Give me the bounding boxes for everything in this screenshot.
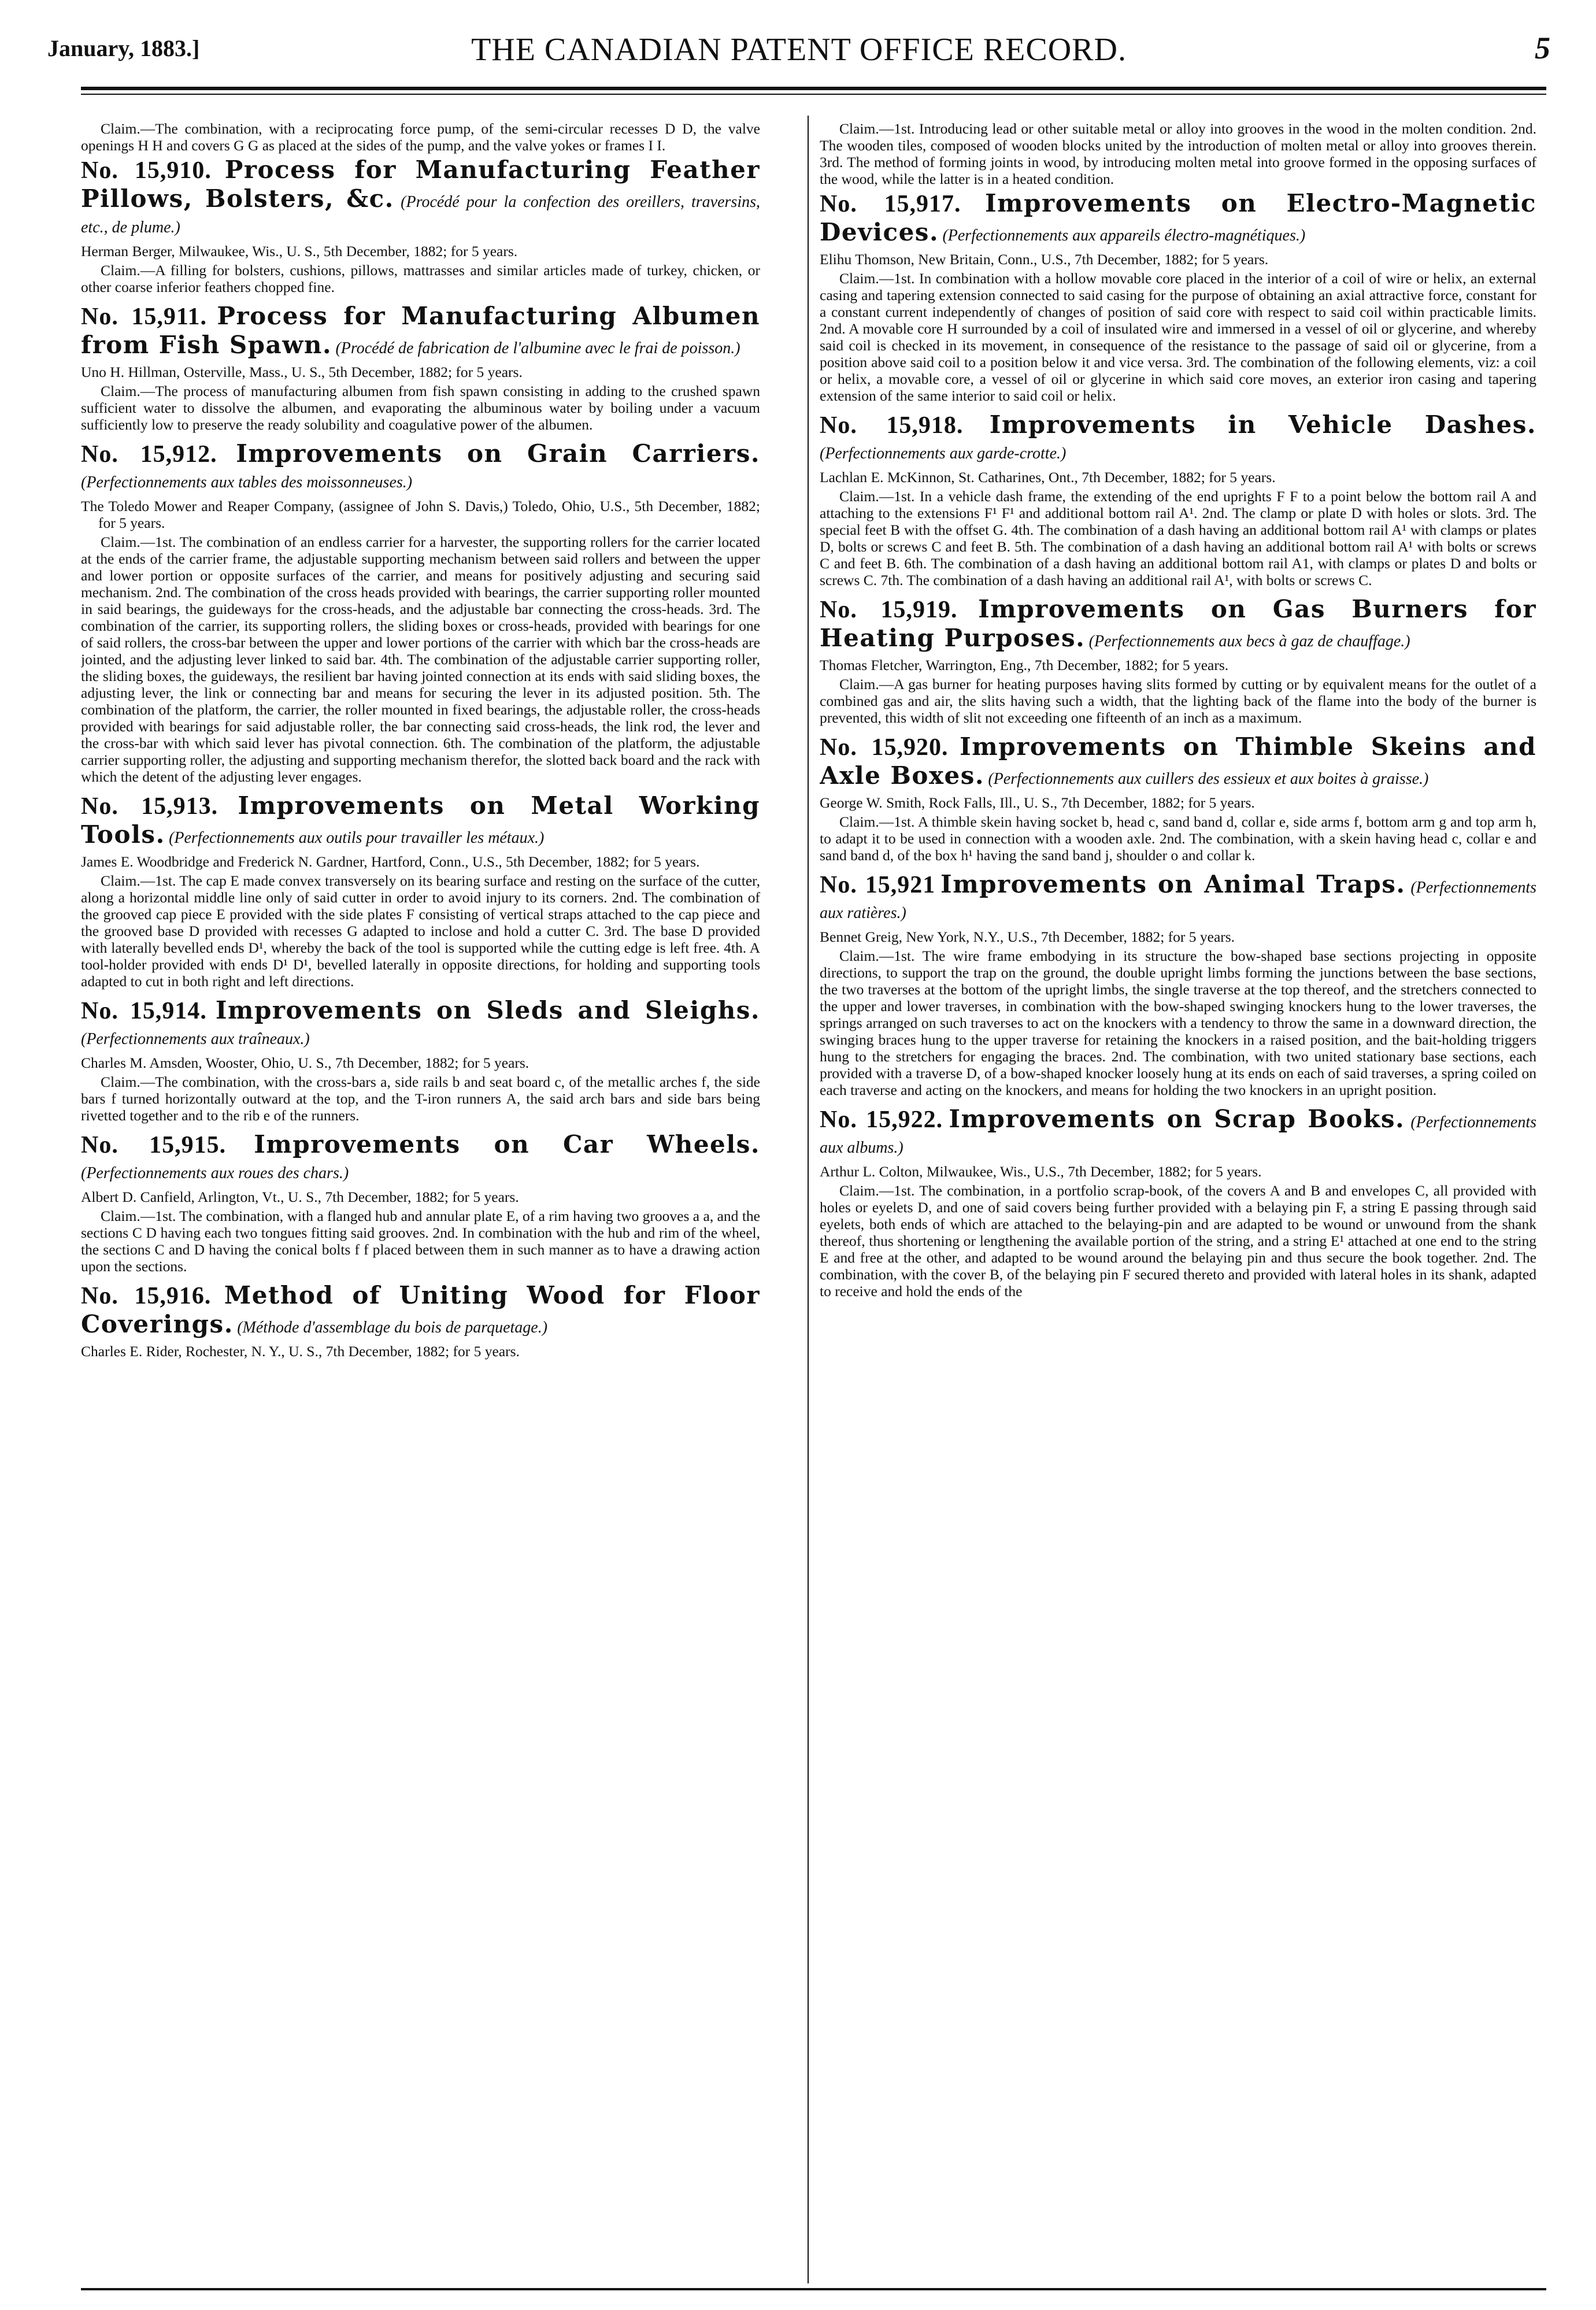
patent-french-title: (Procédé pour la confection des oreillers, traversins, etc., de plume.) (81, 193, 760, 236)
patent-entry (81, 793, 760, 990)
patentee-line: Thomas Fletcher, Warrington, Eng., 7th December, 1882; for 5 years. (820, 657, 1229, 673)
patent-heading (81, 1132, 760, 1186)
patent-heading (820, 872, 1536, 926)
patentee-line: Uno H. Hillman, Osterville, Mass., U. S., 5th December, 1882; for 5 years. (81, 364, 523, 380)
patent-heading (820, 412, 1536, 467)
patent-french-title: (Perfectionnements aux becs à gaz de chauffage.) (1088, 632, 1410, 650)
continued-claim: Claim.—1st. Introducing lead or other suitable metal or alloy into grooves in the wood in the molten condition. 2nd. The wooden tiles, composed of wooden blocks united by the introduction of molten metal or alloy into grooves therein. 3rd. The method of forming joints in wood, by introducing molten metal into groove formed in the opposing surfaces of the wood, while the latter is in a heated condition. (820, 120, 1536, 187)
patent-entry (820, 734, 1536, 864)
patentee-line: Lachlan E. McKinnon, St. Catharines, Ont., 7th December, 1882; for 5 years. (820, 469, 1276, 486)
issue-date: January, 1883.] (47, 35, 200, 61)
patent-number: No. 15,912. (81, 441, 217, 468)
patent-french-title: (Perfectionnements aux cuillers des essieux et aux boites à graisse.) (988, 770, 1429, 788)
claim-text: Claim.—1st. A thimble skein having socket b, head c, sand band d, collar e, side arms f, bottom arm g and top arm h, to adapt it to be used in connection with a wooden axle. 2nd. The combination, with a skein having head c, collar e and sand band d, of the box h¹ having the sand band j, shoulder o and collar k. (820, 813, 1536, 864)
patent-french-title: (Perfectionnements aux albums.) (820, 1113, 1536, 1157)
patent-heading (81, 793, 760, 851)
patent-number: No. 15,920. (820, 734, 949, 761)
patent-entry (81, 1283, 760, 1360)
patent-entry (81, 998, 760, 1124)
page-header (47, 27, 1550, 68)
patent-entry (820, 597, 1536, 726)
patent-heading (820, 734, 1536, 792)
patent-heading (81, 998, 760, 1052)
claim-text: Claim.—A filling for bolsters, cushions, pillows, mattrasses and similar articles made of turkey, chicken, or other coarse inferior feathers chopped fine. (81, 262, 760, 295)
patent-title: Process for Manufacturing Albumen from Fish Spawn. (81, 302, 760, 359)
claim-text: Claim.—A gas burner for heating purposes having slits formed by cutting or by equivalent means for the outlet of a combined gas and air, the slits having such a width, that the lighting back of the flame into the body of the burner is prevented, this width of slit not exceeding one fifteenth of an inch as a maximum. (820, 676, 1536, 726)
left-column (81, 120, 760, 2282)
patent-entry (820, 1106, 1536, 1300)
patent-number: No. 15,914. (81, 998, 207, 1024)
patent-entry (820, 191, 1536, 404)
patent-number: No. 15,921 (820, 872, 936, 898)
footer-rule (81, 2288, 1546, 2290)
patent-title: Improvements on Animal Traps. (940, 870, 1406, 898)
patent-entry (81, 303, 760, 433)
patent-number: No. 15,918. (820, 412, 964, 439)
patent-title: Improvements on Gas Burners for Heating Purposes. (820, 595, 1536, 652)
patentee-line: Elihu Thomson, New Britain, Conn., U.S., 7th December, 1882; for 5 years. (820, 251, 1269, 268)
claim-text: Claim.—1st. The wire frame embodying in its structure the bow-shaped base sections projecting in opposite directions, to support the trap on the ground, the double upright limbs forming the junctions between the base sections, the two traverses at the bottom of the upright limbs, the single traverse at the top thereof, and the stretchers connected to the upper and lower traverses, in combination with the bow-shaped swinging knockers hung to the lower traverses, the springs arranged on such traverses to act on the knockers with a tendency to throw the same in a downward direction, the swinging braces hung to the upper traverse for retaining the knockers in a raised position, and the bait-holding triggers hung to the stretchers for engaging the braces. 2nd. The combination, with two united stationary base sections, each provided with a traverse D, of a bow-shaped knocker loosely hung at its ends on each of said traverses, a spring coiled on each traverse and acting on the knockers, and means for holding the two knockers in an upright position. (820, 947, 1536, 1098)
patent-french-title: (Perfectionnements aux garde-crotte.) (820, 445, 1067, 462)
page-number: 5 (1535, 31, 1550, 65)
header-rule-thin (81, 94, 1546, 95)
patentee-line: Albert D. Canfield, Arlington, Vt., U. S., 7th December, 1882; for 5 years. (81, 1189, 519, 1205)
patent-title: Improvements on Electro-Magnetic Devices. (820, 189, 1536, 246)
patent-heading (820, 1106, 1536, 1161)
claim-text: Claim.—1st. The combination, with a flanged hub and annular plate E, of a rim having two grooves a a, and the sections C D having each two tongues fitting said grooves. 2nd. In combination with the hub and rim of the wheel, the sections C and D having the conical bolts f f placed between them in such manner as to have a drawing action upon the sections. (81, 1208, 760, 1275)
continued-claim: Claim.—The combination, with a reciprocating force pump, of the semi-circular recesses D D, the valve openings H H and covers G G as placed at the sides of the pump, and the valve yokes or frames I I. (81, 120, 760, 154)
patent-title: Method of Uniting Wood for Floor Coverings. (81, 1281, 760, 1338)
claim-text: Claim.—1st. In a vehicle dash frame, the extending of the end uprights F F to a point below the bottom rail A and attaching to the extensions F¹ F¹ and additional bottom rail A¹. 2nd. The clamp or plate D with holes or slots. 3rd. The special feet B with the offset G. 4th. The combination of a dash having an additional bottom rail A¹ with clamps or plates D, bolts or screws C and feet B. 5th. The combination of a dash having an additional bottom rail A¹ with bolts or screws C and feet B. 6th. The combination of a dash having an additional bottom rail A1, with clamps or plates D and bolts or screws C. 7th. The combination of a dash having an additional rail A¹, with bolts or screws C. (820, 488, 1536, 588)
patentee-line: Bennet Greig, New York, N.Y., U.S., 7th December, 1882; for 5 years. (820, 928, 1235, 945)
patent-entry (81, 1132, 760, 1275)
patent-entry (820, 412, 1536, 588)
patentee-line: James E. Woodbridge and Frederick N. Gardner, Hartford, Conn., U.S., 5th December, 1882; for 5 years. (81, 853, 700, 870)
patent-title: Improvements on Sleds and Sleighs. (215, 996, 760, 1024)
patent-entry (81, 441, 760, 785)
patent-title: Improvements on Grain Carriers. (236, 439, 760, 468)
patentee-line: Charles M. Amsden, Wooster, Ohio, U. S., 7th December, 1882; for 5 years. (81, 1054, 529, 1071)
patent-title: Improvements on Metal Working Tools. (81, 791, 760, 849)
patent-entry (820, 872, 1536, 1098)
patent-number: No. 15,919. (820, 597, 958, 623)
patent-number: No. 15,916. (81, 1283, 212, 1309)
patent-french-title: (Perfectionnements aux outils pour travailler les métaux.) (169, 829, 545, 847)
patentee-line: Herman Berger, Milwaukee, Wis., U. S., 5th December, 1882; for 5 years. (81, 243, 518, 260)
patent-heading (81, 1283, 760, 1341)
publication-title: THE CANADIAN PATENT OFFICE RECORD. (471, 32, 1127, 68)
header-rule (81, 87, 1546, 90)
patent-french-title: (Méthode d'assemblage du bois de parquetage.) (237, 1319, 548, 1337)
patentee-line: Charles E. Rider, Rochester, N. Y., U. S., 7th December, 1882; for 5 years. (81, 1343, 520, 1360)
patent-french-title: (Perfectionnements aux traîneaux.) (81, 1030, 310, 1048)
patent-number: No. 15,915. (81, 1132, 227, 1158)
patent-heading (81, 157, 760, 240)
claim-text: Claim.—The process of manufacturing albumen from fish spawn consisting in adding to the crushed spawn sufficient water to dissolve the albumen, and evaporating the albuminous water by boiling under a vacuum sufficiently low to preserve the ready solubility and coagulative power of the albumen. (81, 383, 760, 433)
claim-text: Claim.—1st. The combination, in a portfolio scrap-book, of the covers A and B and envelopes C, all provided with holes or eyelets D, and one of said covers being further provided with a belaying pin F, a string E passing through said eyelets, both ends of which are attached to the belaying-pin and are adapted to be wound or unwound from the shank thereof, thus shortening or lengthening the available portion of the string, and a string E¹ attached at one end to the string E and free at the other, and adapted to be wound around the belaying pin and thus secure the book together. 2nd. The combination, with the cover B, of the belaying pin F secured thereto and provided with lateral holes in its shank, adapted to receive and hold the ends of the (820, 1182, 1536, 1300)
patent-number: No. 15,922. (820, 1106, 943, 1133)
patent-entry (81, 157, 760, 295)
right-column (820, 120, 1536, 2282)
patent-number: No. 15,913. (81, 793, 219, 820)
left-entries (81, 157, 760, 1360)
patent-french-title: (Perfectionnements aux roues des chars.) (81, 1164, 349, 1182)
patent-heading (81, 441, 760, 495)
patent-title: Improvements on Thimble Skeins and Axle Boxes. (820, 732, 1536, 790)
claim-text: Claim.—1st. In combination with a hollow movable core placed in the interior of a coil of wire or helix, an external casing and tapering extension connected to said casing for the purpose of obtaining an axial attractive force, constant for a constant current independently of changes of position of said core with respect to said coil within practicable limits. 2nd. A movable core H surrounded by a coil of insulated wire and immersed in a vessel of oil or glycerine, and whereby said coil is checked in its movement, in consequence of the resistance to the passage of said oil or glycerine, from a position above said coil to a position below it and vice versa. 3rd. The combination of the following elements, viz: a coil or helix, a movable core, a vessel of oil or glycerine in which said core moves, an exterior iron casing and tapering extension of the same interior to said coil or helix. (820, 270, 1536, 404)
patentee-line: The Toledo Mower and Reaper Company, (assignee of John S. Davis,) Toledo, Ohio, U.S., 5th December, 1882; for 5 years. (81, 498, 760, 531)
patent-number: No. 15,911. (81, 303, 208, 330)
patent-title: Process for Manufacturing Feather Pillows, Bolsters, &c. (81, 156, 760, 213)
patent-french-title: (Procédé de fabrication de l'albumine avec le frai de poisson.) (335, 339, 740, 357)
patent-number: No. 15,917. (820, 191, 961, 217)
claim-text: Claim.—1st. The cap E made convex transversely on its bearing surface and resting on the surface of the cutter, along a horizontal middle line only of said cutter in order to avoid injury to its corners. 2nd. The combination of the grooved cap piece E provided with the side plates F consisting of vertical straps attached to the cap piece and the grooved base D provided with recesses G adapted to inclose and hold a cutter C. 3rd. The base D provided with laterally bevelled ends D¹, whereby the back of the tool is supported while the cutting edge is left free. 4th. A tool-holder provided with ends D¹ D¹, bevelled laterally in opposite directions, for holding and supporting tools adapted to cut in both right and left directions. (81, 872, 760, 990)
patent-heading (81, 303, 760, 361)
patent-title: Improvements in Vehicle Dashes. (989, 410, 1536, 439)
patent-french-title: (Perfectionnements aux appareils électro-magnétiques.) (942, 227, 1306, 245)
patent-title: Improvements on Scrap Books. (949, 1105, 1405, 1133)
patent-french-title: (Perfectionnements aux tables des moissonneuses.) (81, 473, 413, 491)
patent-number: No. 15,910. (81, 157, 212, 184)
column-divider (808, 116, 809, 2283)
right-entries (820, 191, 1536, 1300)
claim-text: Claim.—1st. The combination of an endless carrier for a harvester, the supporting rollers for the carrier located at the ends of the carrier frame, the adjustable supporting mechanism between said rollers and between the upper and lower portion or opposite surfaces of the carrier, and means for positively adjusting and securing said mechanism. 2nd. The combination of the cross heads provided with bearings, the carrier supporting roller mounted in said bearings, the guideways for the cross-heads, and the adjustable bar connecting the cross-heads. 3rd. The combination of the carrier, its supporting rollers, the sliding boxes or cross-heads, provided with bearings for one of said rollers, the cross-bar between the upper and lower portions of the carrier with which bar the cross-heads are jointed, and the adjusting lever linked to said bar. 4th. The combination of the adjustable carrier supporting roller, the sliding boxes, the guideways, the resilient bar having jointed connection at its ends with said sliding boxes, the adjusting lever, the link or connecting bar and means for securing the lever in its adjusted position. 5th. The combination of the platform, the carrier, the roller mounted in fixed bearings, the adjustable roller, the cross-heads provided with bearings for said adjustable roller, the bar connecting said cross-heads, the link rod, the lever and the cross-bar with which said lever has pivotal connection. 6th. The combination of the platform, the adjustable carrier supporting roller, the adjusting and supporting mechanism therefor, the slotted back board and the rack with which the detent of the adjusting lever engages. (81, 534, 760, 785)
patent-heading (820, 597, 1536, 654)
patent-french-title: (Perfectionnements aux ratières.) (820, 879, 1536, 922)
patent-title: Improvements on Car Wheels. (254, 1130, 760, 1158)
claim-text: Claim.—The combination, with the cross-bars a, side rails b and seat board c, of the metallic arches f, the side bars f turned horizontally outward at the top, and the T-iron runners A, the said arch bars and side bars being rivetted together and to the rib e of the runners. (81, 1073, 760, 1124)
patentee-line: George W. Smith, Rock Falls, Ill., U. S., 7th December, 1882; for 5 years. (820, 794, 1255, 811)
patent-heading (820, 191, 1536, 249)
patentee-line: Arthur L. Colton, Milwaukee, Wis., U.S., 7th December, 1882; for 5 years. (820, 1163, 1262, 1180)
